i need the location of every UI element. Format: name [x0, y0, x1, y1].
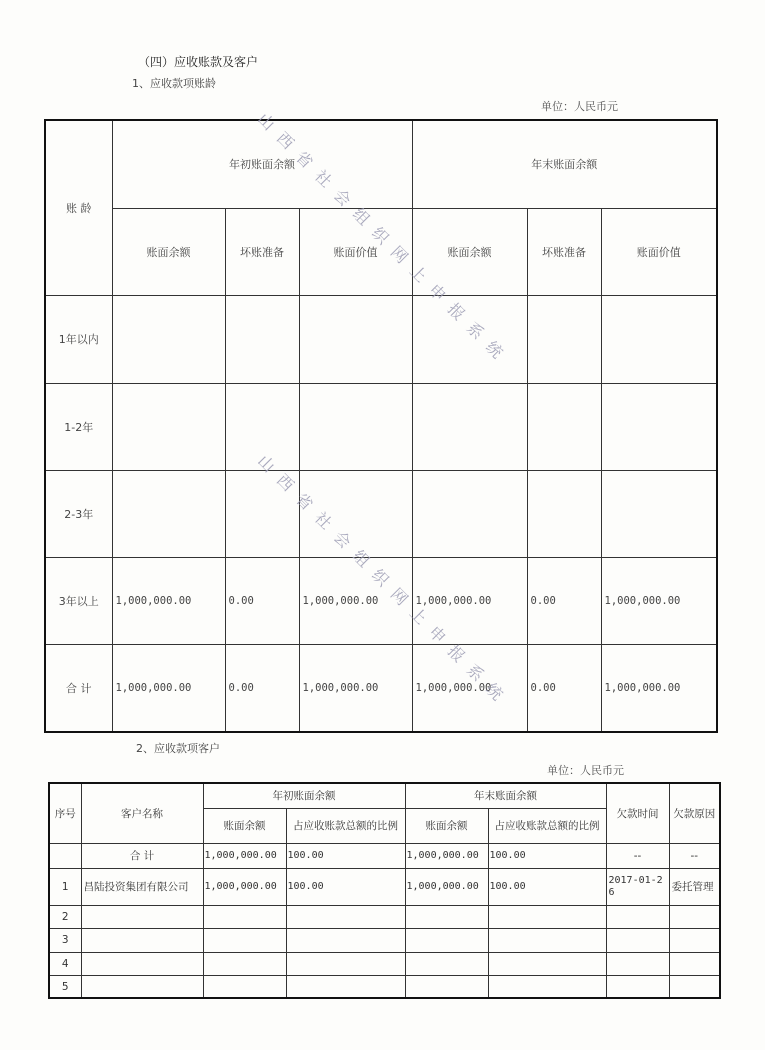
cell: --	[669, 844, 720, 869]
total-label: 合 计	[81, 844, 203, 869]
cell: 1,000,000.00	[299, 557, 412, 644]
cell: 2017-01-26	[606, 869, 669, 905]
customers-subtitle: 2、应收款项客户	[136, 742, 220, 755]
row-label: 3年以上	[45, 557, 112, 644]
table-row	[49, 953, 720, 976]
cell: 1,000,000.00	[601, 644, 717, 732]
cell: 100.00	[286, 844, 405, 869]
table-row	[49, 905, 720, 928]
table-row	[45, 470, 717, 557]
cell	[299, 470, 412, 557]
cell: 1,000,000.00	[112, 644, 225, 732]
customer-table	[48, 782, 721, 999]
table-row	[49, 869, 720, 905]
watermark-char: 报	[443, 641, 469, 667]
watermark-char: 申	[424, 280, 450, 306]
watermark-char: 系	[462, 318, 488, 344]
customer-name-cell	[81, 928, 203, 952]
table-row	[45, 383, 717, 470]
aging-table	[44, 119, 718, 733]
cell	[412, 383, 527, 470]
seq-header: 序号	[49, 783, 81, 844]
cell	[225, 295, 299, 383]
customer-name-cell	[81, 905, 203, 928]
cell: 1,000,000.00	[112, 557, 225, 644]
customer-name-cell	[81, 976, 203, 998]
cell: 1,000,000.00	[203, 844, 286, 869]
age-header: 账 龄	[45, 120, 112, 295]
seq-cell: 1	[49, 869, 81, 905]
row-label: 1-2年	[45, 383, 112, 470]
row-label: 1年以内	[45, 295, 112, 383]
cell: 100.00	[286, 869, 405, 905]
cell: 0.00	[527, 644, 601, 732]
watermark-char: 会	[329, 185, 355, 211]
begin-group-header: 年初账面余额	[203, 783, 405, 808]
cell	[601, 470, 717, 557]
seq-cell: 5	[49, 976, 81, 998]
watermark-char: 上	[405, 603, 431, 629]
cell	[601, 383, 717, 470]
cell	[299, 383, 412, 470]
cell: 100.00	[488, 844, 606, 869]
watermark-char: 组	[348, 204, 374, 230]
watermark-char: 织	[367, 565, 393, 591]
col-header: 账面价值	[299, 208, 412, 295]
watermark-char: 西	[272, 128, 298, 154]
cell	[112, 295, 225, 383]
seq-cell: 3	[49, 928, 81, 952]
watermark-char: 省	[291, 147, 317, 173]
col-header: 坏账准备	[225, 208, 299, 295]
cell: 1,000,000.00	[299, 644, 412, 732]
customers-unit: 单位：人民币元	[547, 764, 624, 777]
col-header: 账面价值	[601, 208, 717, 295]
overdue-reason-header: 欠款原因	[669, 783, 720, 844]
col-header: 账面余额	[412, 208, 527, 295]
cell: 1,000,000.00	[412, 557, 527, 644]
watermark-char: 上	[405, 261, 431, 287]
cell	[527, 295, 601, 383]
watermark-char: 申	[424, 622, 450, 648]
name-header: 客户名称	[81, 783, 203, 844]
begin-ratio-header: 占应收账款总额的比例	[286, 808, 405, 843]
watermark-char: 西	[272, 470, 298, 496]
watermark-char: 统	[481, 337, 507, 363]
cell: 0.00	[225, 644, 299, 732]
end-group-header: 年末账面余额	[405, 783, 606, 808]
watermark-char: 组	[348, 546, 374, 572]
table-row	[49, 928, 720, 952]
row-label: 合 计	[45, 644, 112, 732]
cell	[527, 383, 601, 470]
cell: 1,000,000.00	[405, 844, 488, 869]
customer-name-cell: 昌陆投资集团有限公司	[81, 869, 203, 905]
begin-balance-header: 账面余额	[203, 808, 286, 843]
cell	[412, 470, 527, 557]
row-label: 2-3年	[45, 470, 112, 557]
overdue-time-header: 欠款时间	[606, 783, 669, 844]
cell	[112, 383, 225, 470]
aging-unit: 单位：人民币元	[541, 100, 618, 113]
cell: 0.00	[527, 557, 601, 644]
end-ratio-header: 占应收账款总额的比例	[488, 808, 606, 843]
cell	[527, 470, 601, 557]
cell	[112, 470, 225, 557]
section-title: （四）应收账款及客户	[138, 55, 259, 69]
cell: 1,000,000.00	[203, 869, 286, 905]
cell: 100.00	[488, 869, 606, 905]
watermark-char: 省	[291, 489, 317, 515]
watermark-char: 会	[329, 527, 355, 553]
aging-subtitle: 1、应收款项账龄	[132, 77, 216, 90]
cell: 委托管理	[669, 869, 720, 905]
watermark-char: 山	[253, 451, 279, 477]
watermark-char: 社	[310, 166, 336, 192]
seq-cell: 2	[49, 905, 81, 928]
watermark-char: 系	[462, 660, 488, 686]
cell	[299, 295, 412, 383]
total-row	[49, 844, 720, 869]
table-row	[49, 976, 720, 998]
begin-balance-group-header: 年初账面余额	[112, 120, 412, 208]
cell: 1,000,000.00	[412, 644, 527, 732]
watermark-char: 统	[481, 679, 507, 705]
cell: 1,000,000.00	[601, 557, 717, 644]
col-header: 账面余额	[112, 208, 225, 295]
table-row	[45, 295, 717, 383]
seq-cell: 4	[49, 953, 81, 976]
cell: 0.00	[225, 557, 299, 644]
watermark-char: 报	[443, 299, 469, 325]
cell: 1,000,000.00	[405, 869, 488, 905]
watermark-char: 网	[386, 584, 412, 610]
end-balance-header: 账面余额	[405, 808, 488, 843]
watermark-char: 社	[310, 508, 336, 534]
end-balance-group-header: 年末账面余额	[412, 120, 717, 208]
watermark-char: 山	[253, 109, 279, 135]
watermark-char: 织	[367, 223, 393, 249]
cell	[601, 295, 717, 383]
col-header: 坏账准备	[527, 208, 601, 295]
customer-name-cell	[81, 953, 203, 976]
total-row	[45, 644, 717, 732]
watermark-char: 网	[386, 242, 412, 268]
cell: --	[606, 844, 669, 869]
